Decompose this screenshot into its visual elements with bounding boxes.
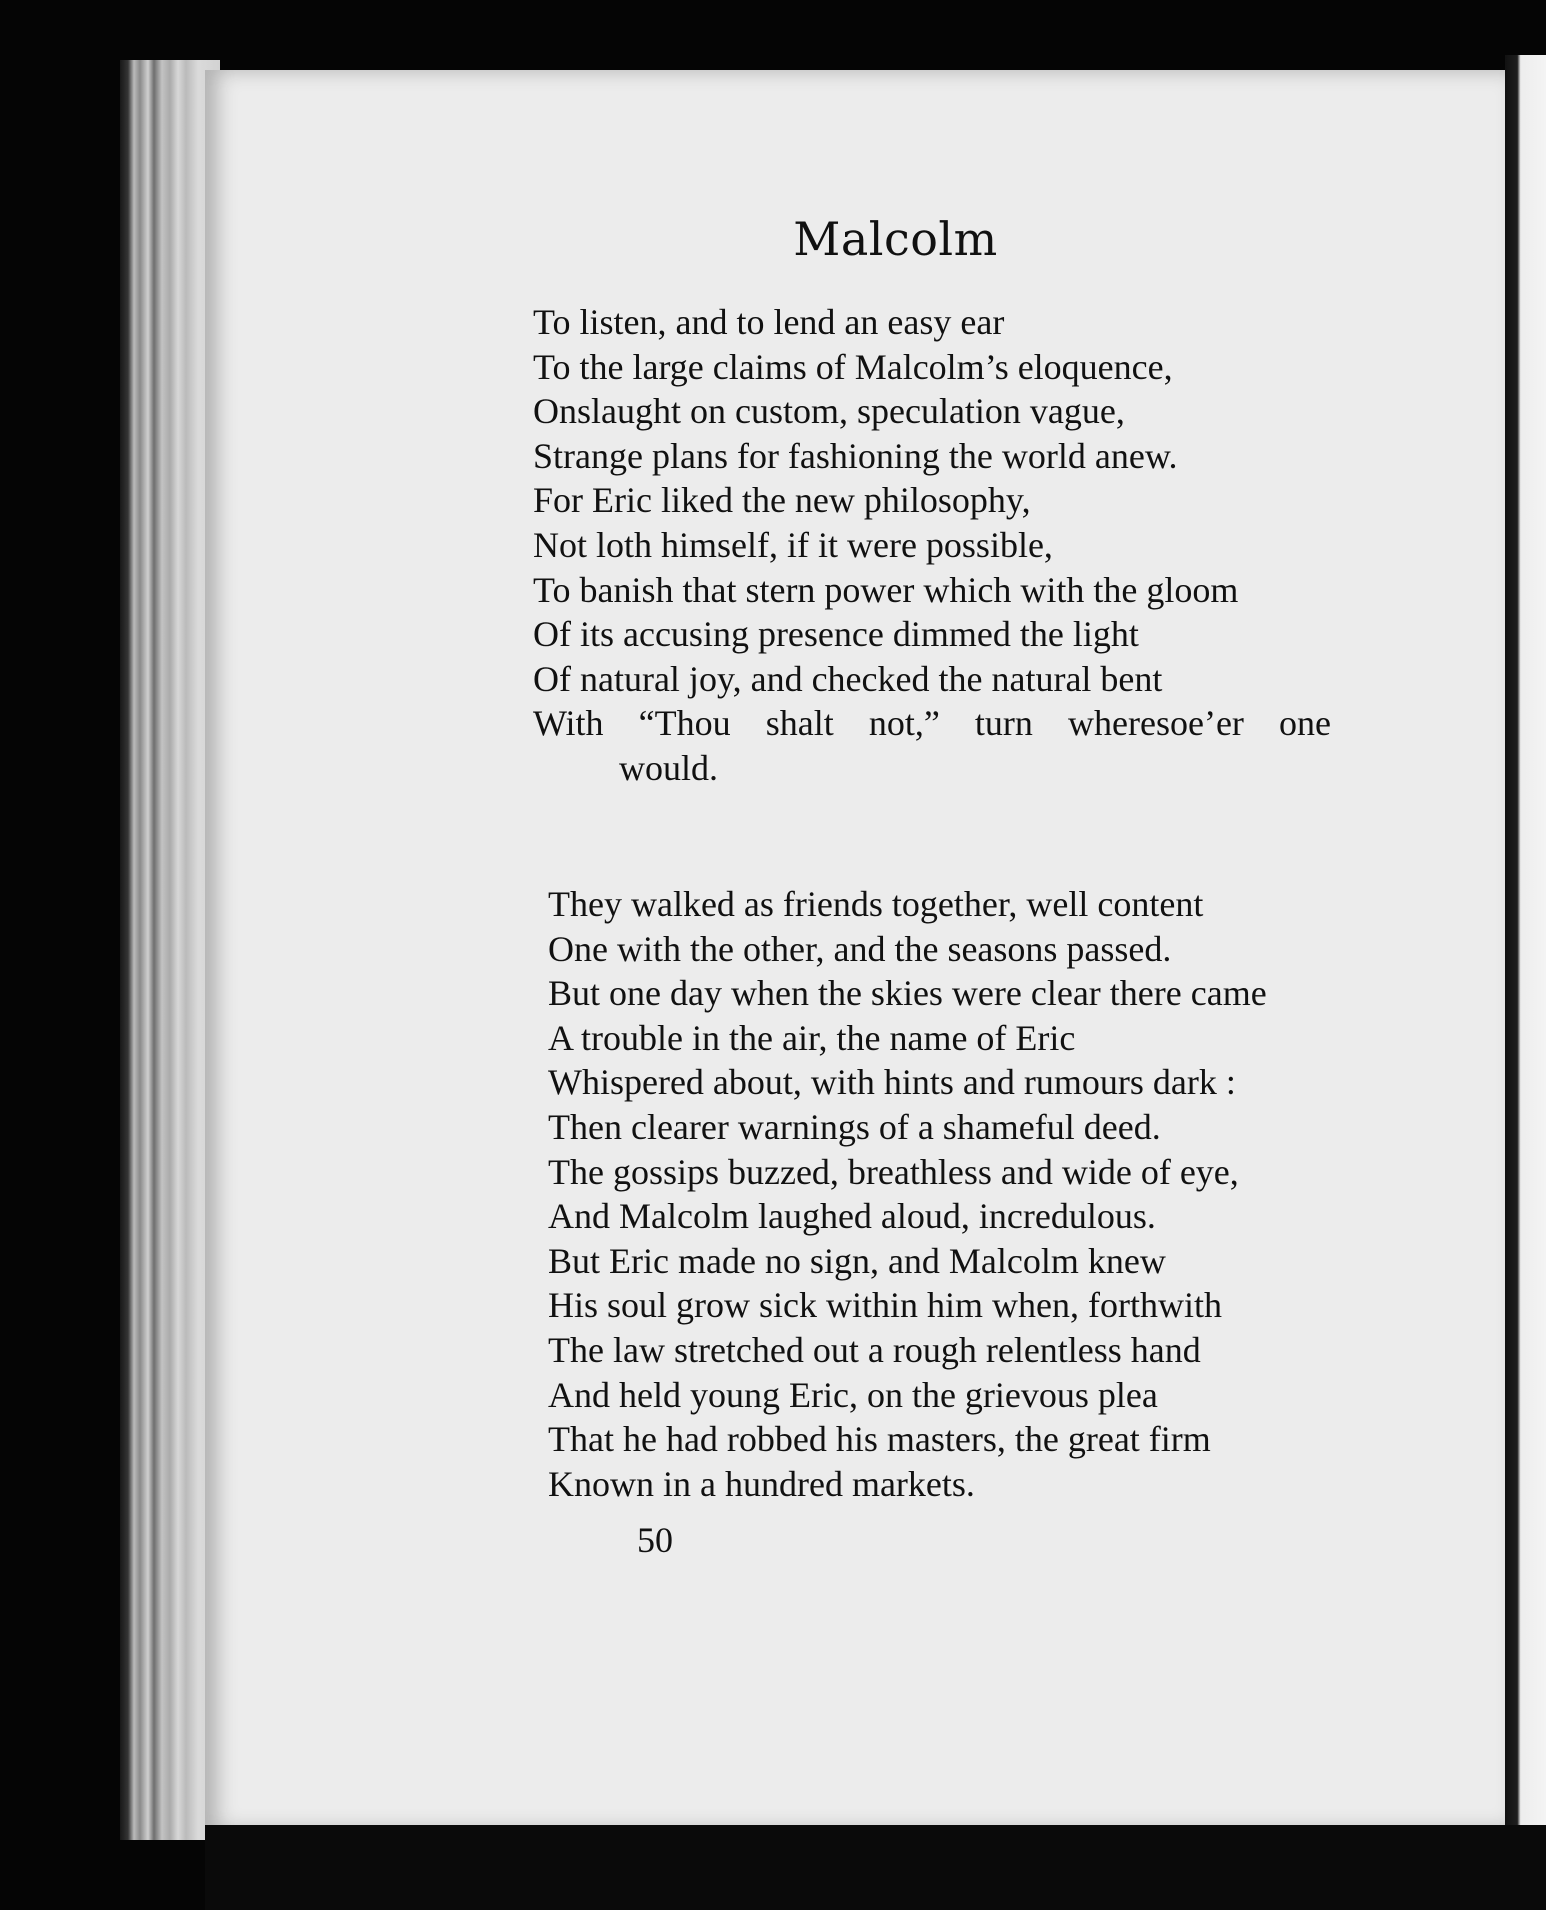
stanza-1 [533,300,1331,791]
poem-line: Known in a hundred markets. [548,1463,975,1504]
poem-line: His soul grow sick within him when, forthwith [548,1285,1222,1326]
page-title: Malcolm [793,212,998,266]
poem-line-continuation: would. [619,747,718,788]
stanza-2 [548,882,1267,1506]
poem-line: And Malcolm laughed aloud, incredulous. [548,1196,1156,1237]
poem-line: Then clearer warnings of a shameful deed. [548,1106,1161,1147]
poem-line: Whispered about, with hints and rumours dark : [548,1062,1236,1103]
poem-line: Strange plans for fashioning the world anew. [533,435,1178,476]
poem-line: For Eric liked the new philosophy, [533,480,1031,521]
page-number: 50 [637,1520,673,1560]
poem-line: The law stretched out a rough relentless hand [548,1329,1201,1370]
poem-line: With “Thou shalt not,” turn wheresoe’er one [533,703,1331,744]
poem-line: To listen, and to lend an easy ear [533,302,1005,342]
poem-line: To the large claims of Malcolm’s eloquence, [533,346,1173,387]
poem-line: But one day when the skies were clear there came [548,973,1267,1014]
next-page-edge [1505,55,1546,1855]
poem-line: And held young Eric, on the grievous plea [548,1374,1158,1415]
poem-line: The gossips buzzed, breathless and wide of eye, [548,1151,1239,1192]
poem-line: A trouble in the air, the name of Eric [548,1017,1076,1058]
poem-line: One with the other, and the seasons passed. [548,928,1172,969]
poem-line: Of its accusing presence dimmed the light [533,614,1139,655]
poem-line: But Eric made no sign, and Malcolm knew [548,1240,1166,1281]
poem-line: They walked as friends together, well content [548,884,1204,924]
poem-line: Not loth himself, if it were possible, [533,524,1053,565]
poem-line: That he had robbed his masters, the great firm [548,1419,1211,1460]
poem-line: Onslaught on custom, speculation vague, [533,391,1125,432]
bottom-shadow [205,1825,1546,1910]
poem-line: Of natural joy, and checked the natural bent [533,658,1163,699]
poem-line: To banish that stern power which with the gloom [533,569,1239,610]
